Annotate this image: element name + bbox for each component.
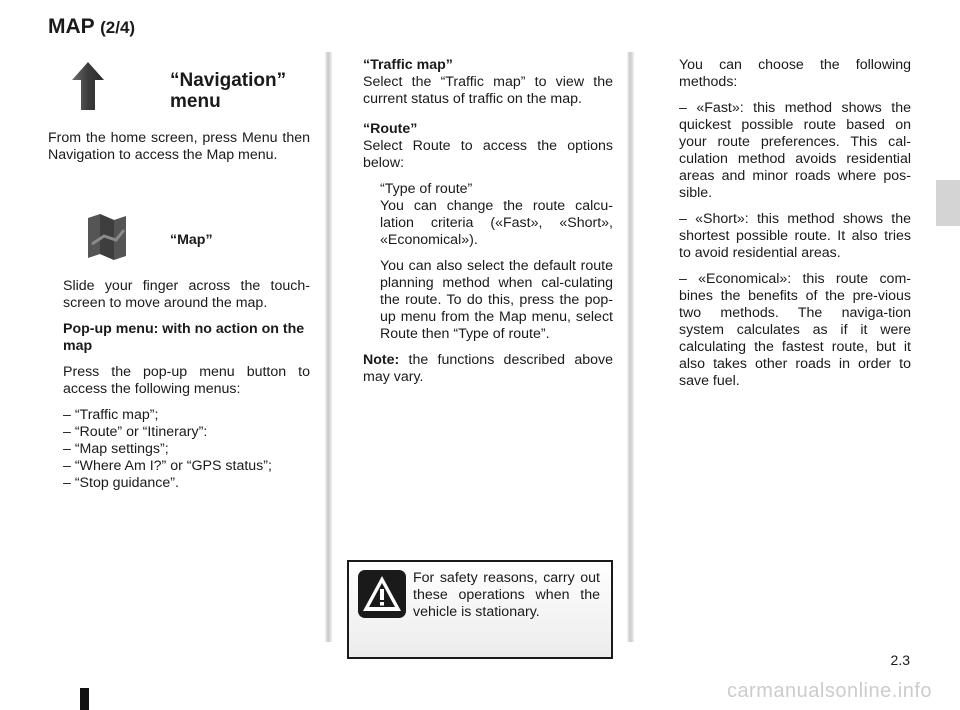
popup-heading: Pop-up menu: with no action on the map xyxy=(63,321,305,354)
heading-line-2: menu xyxy=(170,91,221,112)
watermark: carmanualsonline.info xyxy=(726,680,932,702)
navigation-arrow-icon xyxy=(70,60,106,112)
note-text: the functions described above may vary. xyxy=(363,352,613,385)
menu-list xyxy=(63,407,310,492)
title-text: MAP xyxy=(48,15,95,38)
title-part: (2/4) xyxy=(100,18,136,37)
short-paragraph: – «Short»: this method shows the shortest possible route. It also tries to avoid residential areas. xyxy=(679,211,911,261)
intro-paragraph: From the home screen, press Menu then Navigation to access the Map menu. xyxy=(48,130,310,163)
list-item: – “Map settings”; xyxy=(63,441,169,457)
warning-box xyxy=(347,560,613,659)
economical-paragraph: – «Economical»: this route com-bines the benefits of the pre-vious two methods. The naviga-tion system calculates as if it were calculating the fastest route, but it also takes other roads in order to save fuel. xyxy=(679,271,911,389)
note-label: Note: xyxy=(363,352,400,368)
slide-paragraph: Slide your finger across the touch-screen to move around the map. xyxy=(63,278,310,311)
note-paragraph xyxy=(363,352,613,386)
list-item: – “Where Am I?” or “GPS status”; xyxy=(63,458,272,474)
traffic-map-paragraph: Select the “Traffic map” to view the current status of traffic on the map. xyxy=(363,74,613,107)
warning-icon xyxy=(358,570,406,618)
column-divider xyxy=(627,52,634,642)
choose-paragraph: You can choose the following methods: xyxy=(679,57,911,90)
section-tab xyxy=(936,180,960,226)
warning-text: For safety reasons, carry out these operations when the vehicle is stationary. xyxy=(413,570,600,620)
map-label: “Map” xyxy=(170,232,213,248)
column-divider xyxy=(325,52,332,642)
route-heading: “Route” xyxy=(363,121,418,137)
type-of-route-paragraph: You can change the route calcu-lation criteria («Fast», «Short», «Economical»). xyxy=(380,198,613,248)
page-title xyxy=(48,14,135,41)
map-icon xyxy=(86,214,128,260)
heading-line-1: “Navigation” xyxy=(170,70,287,91)
traffic-map-heading: “Traffic map” xyxy=(363,57,453,73)
list-item: – “Traffic map”; xyxy=(63,407,159,423)
list-item: – “Route” or “Itinerary”: xyxy=(63,424,208,440)
popup-paragraph: Press the pop-up menu button to access the following menus: xyxy=(63,364,310,397)
fast-paragraph: – «Fast»: this method shows the quickest possible route based on your route preferences. This cal-culation method avoids residential areas and minor roads where pos-sible. xyxy=(679,100,911,201)
route-paragraph: Select Route to access the options below: xyxy=(363,138,613,171)
list-item: – “Stop guidance”. xyxy=(63,475,179,491)
navigation-menu-heading xyxy=(170,70,330,112)
footer-bar xyxy=(80,688,89,710)
page-number: 2.3 xyxy=(890,652,910,668)
type-of-route-label: “Type of route” xyxy=(380,181,473,197)
default-method-paragraph: You can also select the default route planning method when cal-culating the route. To do this, press the pop-up menu from the Map menu, select Route then “Type of route”. xyxy=(380,258,613,342)
